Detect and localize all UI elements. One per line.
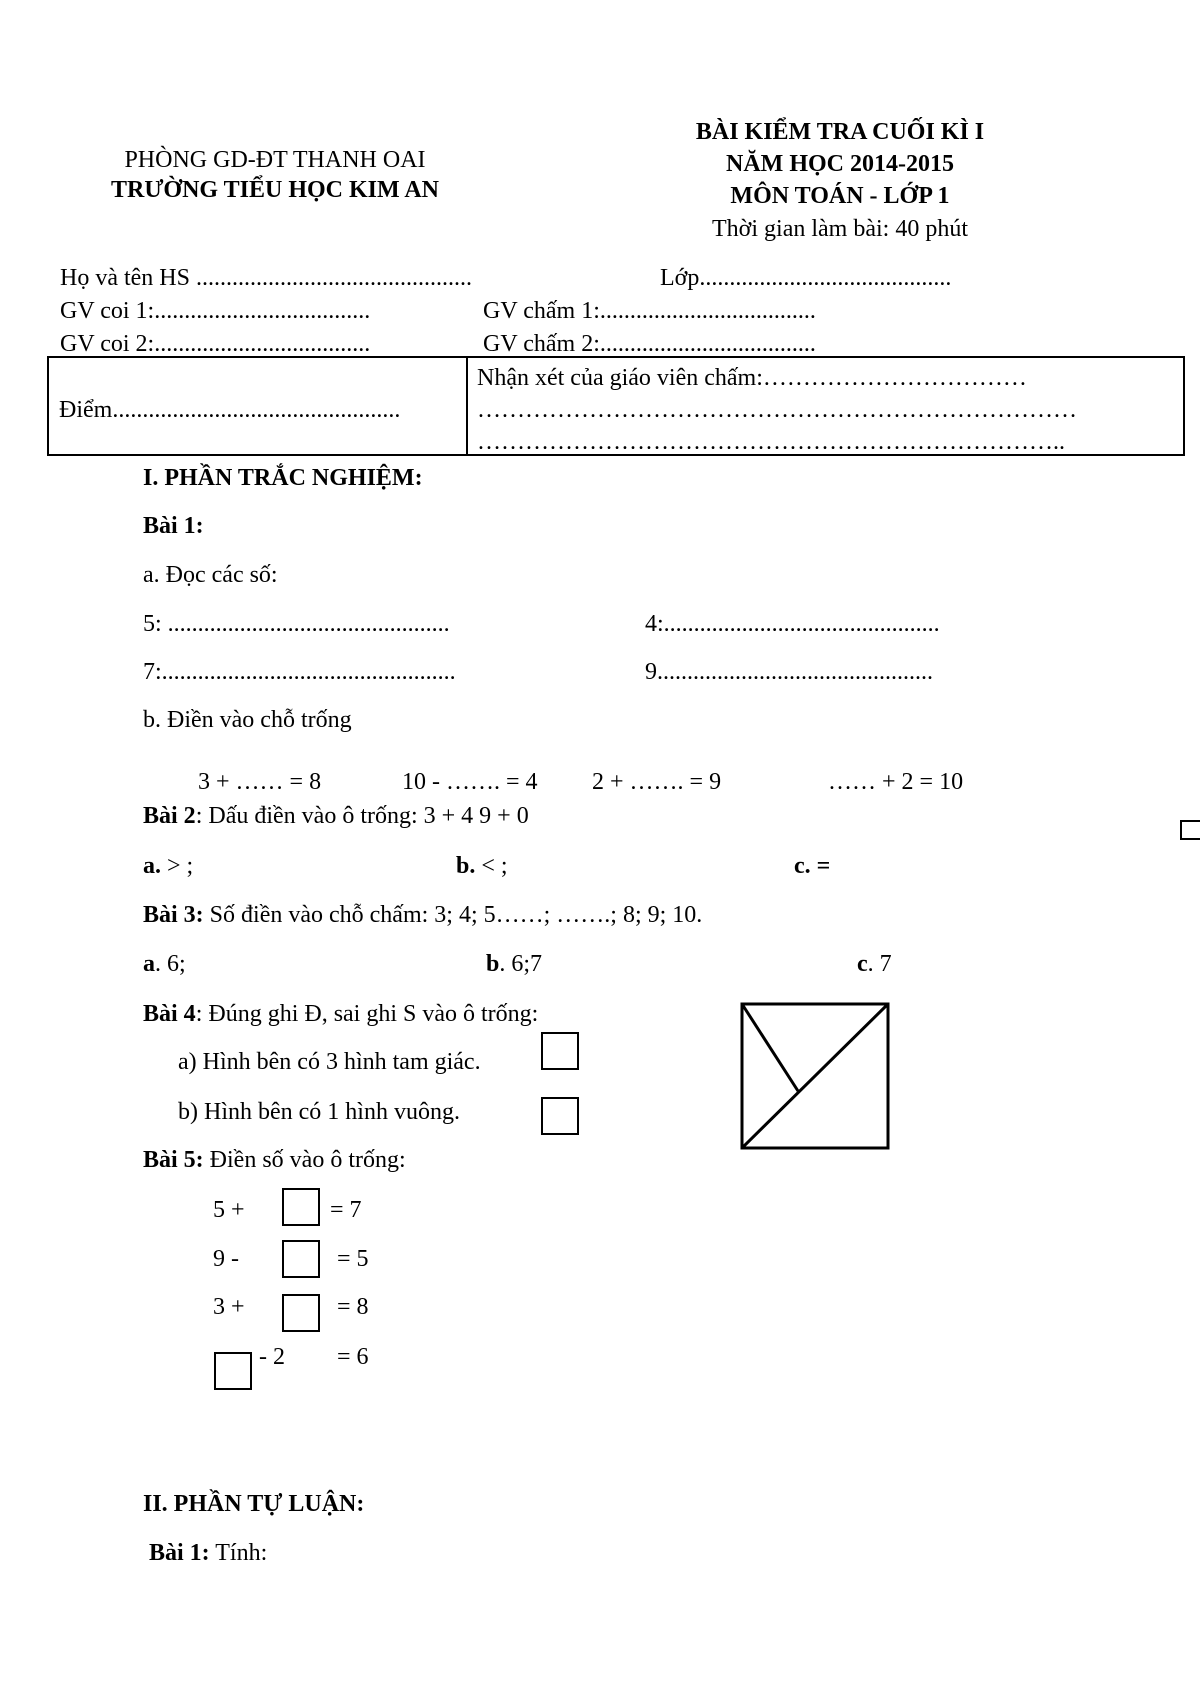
equation-4-box[interactable] [214, 1352, 252, 1390]
part2-bai1-text: Tính: [209, 1540, 268, 1566]
fill-blank-2[interactable]: 10 - ……. = 4 [402, 769, 538, 795]
read-number-7[interactable]: 7:................................................. [143, 659, 456, 685]
grader-1-line[interactable]: GV chấm 1:.................................... [483, 298, 816, 324]
bai3-question [143, 901, 702, 930]
option-value: < ; [475, 853, 508, 879]
bai4-answer-box-a[interactable] [541, 1032, 579, 1070]
bai3-option-b[interactable] [486, 950, 542, 979]
bai4-question [143, 1000, 538, 1029]
subject: MÔN TOÁN - LỚP 1 [730, 183, 950, 209]
equation-4-left: - 2 [259, 1344, 285, 1370]
bai2-option-b[interactable] [456, 852, 508, 881]
bai3-option-c[interactable] [857, 950, 892, 979]
equation-3-box[interactable] [282, 1294, 320, 1332]
fill-blank-4[interactable]: …… + 2 = 10 [828, 769, 964, 795]
school-year: NĂM HỌC 2014-2015 [726, 151, 954, 177]
exam-title: BÀI KIỂM TRA CUỐI KÌ I [695, 119, 985, 145]
bai2-question [143, 802, 529, 831]
figure-inner-segment [742, 1004, 798, 1091]
part1-title: I. PHẦN TRẮC NGHIỆM: [143, 465, 423, 491]
option-key: a. [143, 853, 161, 879]
part2-bai1-label: Bài 1: [149, 1540, 210, 1566]
square-triangle-figure [740, 1002, 892, 1152]
equation-1-left: 5 + [213, 1197, 245, 1223]
class-line[interactable]: Lớp.......................................... [660, 265, 952, 291]
bai4-answer-box-b[interactable] [541, 1097, 579, 1135]
option-key: c [857, 951, 868, 977]
score-field[interactable]: Điểm................................................ [59, 397, 401, 423]
equation-2-left: 9 - [213, 1246, 239, 1272]
figure-diagonal [742, 1004, 888, 1148]
bai2-label: Bài 2 [143, 803, 196, 829]
grader-2-line[interactable]: GV chấm 2:.................................... [483, 331, 816, 357]
read-number-9[interactable]: 9.............................................. [645, 659, 933, 685]
option-value: > ; [161, 853, 194, 879]
bai5-text: Điền số vào ô trống: [203, 1147, 406, 1173]
bai1-a-title: a. Đọc các số: [143, 562, 278, 588]
bai2-option-c[interactable] [794, 852, 830, 881]
bai1-title: Bài 1: [143, 513, 204, 539]
equation-2-right: = 5 [337, 1246, 369, 1272]
equation-4-right: = 6 [337, 1344, 369, 1370]
student-name-line[interactable]: Họ và tên HS .............................................. [60, 265, 472, 291]
option-value: . 7 [867, 951, 892, 977]
table-divider [466, 358, 468, 454]
option-value: . 6;7 [499, 951, 543, 977]
part2-bai1 [149, 1539, 267, 1568]
equation-3-left: 3 + [213, 1294, 245, 1320]
stray-box-icon [1180, 820, 1200, 840]
equation-3-right: = 8 [337, 1294, 369, 1320]
bai3-text: Số điền vào chỗ chấm: 3; 4; 5……; …….; 8; 9; 10. [203, 902, 703, 928]
department-name: PHÒNG GD-ĐT THANH OAI [124, 147, 426, 173]
bai2-text: : Dấu điền vào ô trống: 3 + 4 9 + 0 [195, 803, 529, 829]
fill-blank-1[interactable]: 3 + …… = 8 [198, 769, 322, 795]
proctor-2-line[interactable]: GV coi 2:.................................... [60, 331, 371, 357]
part2-title: II. PHẦN TỰ LUẬN: [143, 1491, 365, 1517]
bai3-label: Bài 3: [143, 902, 204, 928]
teacher-comment-line-2[interactable]: ………………………………………………………………… [477, 397, 1077, 423]
bai2-option-a[interactable] [143, 852, 193, 881]
option-value: . 6; [155, 951, 186, 977]
bai4-statement-a: a) Hình bên có 3 hình tam giác. [178, 1049, 481, 1075]
teacher-comment-line-3[interactable]: ……………………………………………………………….. [477, 429, 1065, 455]
option-value: = [810, 853, 831, 879]
option-key: c. [794, 853, 811, 879]
read-number-5[interactable]: 5: ............................................... [143, 611, 450, 637]
option-key: b. [456, 853, 476, 879]
proctor-1-line[interactable]: GV coi 1:.................................... [60, 298, 371, 324]
bai4-label: Bài 4 [143, 1001, 196, 1027]
bai4-statement-b: b) Hình bên có 1 hình vuông. [178, 1099, 460, 1125]
read-number-4[interactable]: 4:.............................................. [645, 611, 940, 637]
school-name: TRƯỜNG TIỂU HỌC KIM AN [110, 177, 440, 203]
bai4-text: : Đúng ghi Đ, sai ghi S vào ô trống: [195, 1001, 539, 1027]
score-comment-table [47, 356, 1185, 456]
option-key: b [486, 951, 500, 977]
equation-2-box[interactable] [282, 1240, 320, 1278]
equation-1-right: = 7 [330, 1197, 362, 1223]
bai5-question [143, 1146, 406, 1175]
bai5-label: Bài 5: [143, 1147, 204, 1173]
fill-blank-3[interactable]: 2 + ……. = 9 [592, 769, 722, 795]
option-key: a [143, 951, 155, 977]
bai1-b-title: b. Điền vào chỗ trống [143, 707, 352, 733]
teacher-comment-line-1[interactable]: Nhận xét của giáo viên chấm:…………………………… [477, 365, 1027, 391]
duration: Thời gian làm bài: 40 phút [712, 216, 968, 242]
equation-1-box[interactable] [282, 1188, 320, 1226]
bai3-option-a[interactable] [143, 950, 186, 979]
